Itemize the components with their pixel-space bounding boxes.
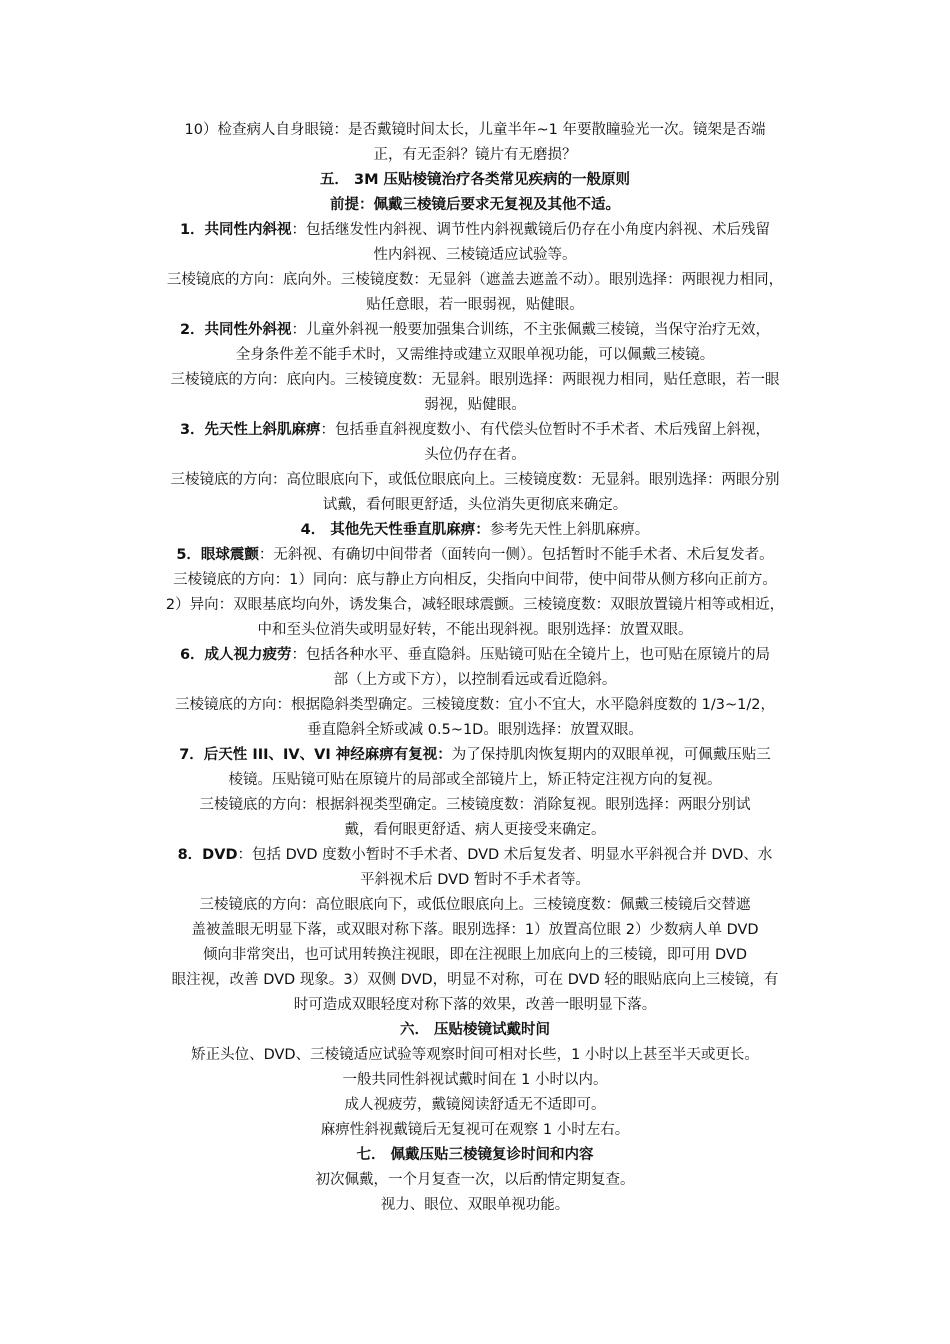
- bold-heading: 4． 其他先天性垂直肌麻痹：: [300, 522, 490, 538]
- line-text: 倾向非常突出，也可试用转换注视眼，即在注视眼上加底向上的三棱镜，即可用 DVD: [202, 947, 748, 963]
- line-text: 三棱镜底的方向：1）同向：底与静止方向相反，尖指向中间带，使中间带从侧方移向正前方。: [173, 572, 777, 588]
- line-text: 三棱镜底的方向：根据斜视类型确定。三棱镜度数：消除复视。眼别选择：两眼分别试: [199, 797, 751, 813]
- text-line: [140, 268, 810, 293]
- text-line: [140, 1118, 810, 1143]
- text-line: [140, 743, 810, 768]
- line-text: 全身条件差不能手术时，又需维持或建立双眼单视功能，可以佩戴三棱镜。: [235, 347, 715, 363]
- line-text: 正，有无歪斜？镜片有无磨损？: [373, 147, 577, 163]
- line-text: 矫正头位、DVD、三棱镜适应试验等观察时间可相对长些，1 小时以上甚至半天或更长。: [191, 1047, 759, 1063]
- text-line: [140, 893, 810, 918]
- bold-heading: 7．后天性 III、IV、VI 神经麻痹有复视：: [179, 747, 452, 763]
- text-line: [140, 1018, 810, 1043]
- bold-heading: 2．共同性外斜视: [179, 322, 292, 338]
- text-line: [140, 218, 810, 243]
- line-text: 性内斜视、三棱镜适应试验等。: [373, 247, 577, 263]
- line-text: 棱镜。压贴镜可贴在原镜片的局部或全部镜片上，矫正特定注视方向的复视。: [228, 772, 722, 788]
- line-text: 视力、眼位、双眼单视功能。: [380, 1197, 570, 1213]
- line-text: 为了保持肌肉恢复期内的双眼单视，可佩戴压贴三: [451, 747, 771, 763]
- text-line: [140, 243, 810, 268]
- line-text: 初次佩戴，一个月复查一次，以后酌情定期复查。: [315, 1172, 635, 1188]
- line-text: 头位仍存在者。: [424, 447, 526, 463]
- text-line: [140, 918, 810, 943]
- text-line: [140, 868, 810, 893]
- text-line: [140, 1168, 810, 1193]
- line-text: 成人视疲劳，戴镜阅读舒适无不适即可。: [344, 1097, 606, 1113]
- text-line: [140, 1143, 810, 1168]
- text-line: [140, 143, 810, 168]
- line-text: ：包括继发性内斜视、调节性内斜视戴镜后仍存在小角度内斜视、术后残留: [291, 222, 771, 238]
- line-text: 一般共同性斜视试戴时间在 1 小时以内。: [342, 1072, 608, 1088]
- text-line: [140, 943, 810, 968]
- line-text: 10）检查病人自身眼镜：是否戴镜时间太长，儿童半年~1 年要散瞳验光一次。镜架是否端: [184, 122, 766, 138]
- text-line: [140, 118, 810, 143]
- text-line: [140, 343, 810, 368]
- line-text: 三棱镜底的方向：根据隐斜类型确定。三棱镜度数：宜小不宜大，水平隐斜度数的 1/3~1/2，: [175, 697, 775, 713]
- text-line: [140, 818, 810, 843]
- bold-heading: 六． 压贴棱镜试戴时间: [399, 1022, 551, 1038]
- text-line: [140, 168, 810, 193]
- text-line: [140, 793, 810, 818]
- text-line: [140, 993, 810, 1018]
- text-line: [140, 393, 810, 418]
- bold-heading: 6．成人视力疲劳: [179, 647, 292, 663]
- text-line: [140, 543, 810, 568]
- bold-heading: 七． 佩戴压贴三棱镜复诊时间和内容: [356, 1147, 594, 1163]
- text-line: [140, 418, 810, 443]
- text-line: [140, 468, 810, 493]
- text-line: [140, 493, 810, 518]
- text-line: [140, 318, 810, 343]
- bold-heading: 前提：佩戴三棱镜后要求无复视及其他不适。: [330, 197, 620, 213]
- text-line: [140, 443, 810, 468]
- line-text: 盖被盖眼无明显下落，或双眼对称下落。眼别选择：1）放置高位眼 2）少数病人单 DVD: [191, 922, 759, 938]
- text-line: [140, 643, 810, 668]
- text-line: [140, 193, 810, 218]
- text-line: [140, 368, 810, 393]
- line-text: ：包括垂直斜视度数小、有代偿头位暂时不手术者、术后残留上斜视，: [320, 422, 771, 438]
- text-line: [140, 593, 810, 618]
- text-line: [140, 968, 810, 993]
- line-text: 三棱镜底的方向：高位眼底向下，或低位眼底向上。三棱镜度数：无显斜。眼别选择：两眼分别: [170, 472, 780, 488]
- line-text: ：无斜视、有确切中间带者（面转向一侧）。包括暂时不能手术者、术后复发者。: [258, 547, 774, 563]
- text-line: [140, 1093, 810, 1118]
- bold-heading: 8．DVD: [177, 847, 238, 863]
- line-text: 2）异向：双眼基底均向外，诱发集合，减轻眼球震颤。三棱镜度数：双眼放置镜片相等或相近，: [165, 597, 785, 613]
- line-text: ：儿童外斜视一般要加强集合训练，不主张佩戴三棱镜，当保守治疗无效，: [291, 322, 771, 338]
- line-text: 参考先天性上斜肌麻痹。: [489, 522, 650, 538]
- line-text: 中和至头位消失或明显好转，不能出现斜视。眼别选择：放置双眼。: [257, 622, 693, 638]
- text-line: [140, 1043, 810, 1068]
- bold-heading: 五． 3M 压贴棱镜治疗各类常见疾病的一般原则: [319, 172, 631, 188]
- line-text: 垂直隐斜全矫或减 0.5~1D。眼别选择：放置双眼。: [307, 722, 643, 738]
- line-text: 三棱镜底的方向：底向内。三棱镜度数：无显斜。眼别选择：两眼视力相同，贴任意眼，若一眼: [170, 372, 780, 388]
- line-text: 眼注视，改善 DVD 现象。3）双侧 DVD，明显不对称，可在 DVD 轻的眼贴底向上三棱镜，有: [171, 972, 779, 988]
- bold-heading: 3．先天性上斜肌麻痹: [179, 422, 321, 438]
- text-line: [140, 568, 810, 593]
- line-text: 时可造成双眼轻度对称下落的效果，改善一眼明显下落。: [293, 997, 657, 1013]
- line-text: 麻痹性斜视戴镜后无复视可在观察 1 小时左右。: [320, 1122, 630, 1138]
- line-text: 部（上方或下方），以控制看远或看近隐斜。: [333, 672, 617, 688]
- text-line: [140, 718, 810, 743]
- text-line: [140, 1193, 810, 1218]
- bold-heading: 1．共同性内斜视: [179, 222, 292, 238]
- line-text: 三棱镜底的方向：底向外。三棱镜度数：无显斜（遮盖去遮盖不动）。眼别选择：两眼视力相同，: [166, 272, 784, 288]
- bold-heading: 5．眼球震颤: [176, 547, 259, 563]
- text-line: [140, 1068, 810, 1093]
- text-line: [140, 293, 810, 318]
- text-line: [140, 693, 810, 718]
- line-text: 戴，看何眼更舒适、病人更接受来确定。: [344, 822, 606, 838]
- text-line: [140, 518, 810, 543]
- text-line: [140, 618, 810, 643]
- line-text: ：包括 DVD 度数小暂时不手术者、DVD 术后复发者、明显水平斜视合并 DVD、水: [237, 847, 773, 863]
- line-text: 试戴，看何眼更舒适，头位消失更彻底来确定。: [322, 497, 628, 513]
- line-text: 平斜视术后 DVD 暂时不手术者等。: [360, 872, 590, 888]
- text-line: [140, 668, 810, 693]
- line-text: 弱视，贴健眼。: [424, 397, 526, 413]
- document-body: [140, 118, 810, 1218]
- line-text: ：包括各种水平、垂直隐斜。压贴镜可贴在全镜片上，也可贴在原镜片的局: [291, 647, 771, 663]
- text-line: [140, 843, 810, 868]
- text-line: [140, 768, 810, 793]
- line-text: 三棱镜底的方向：高位眼底向下，或低位眼底向上。三棱镜度数：佩戴三棱镜后交替遮: [199, 897, 751, 913]
- line-text: 贴任意眼，若一眼弱视，贴健眼。: [366, 297, 584, 313]
